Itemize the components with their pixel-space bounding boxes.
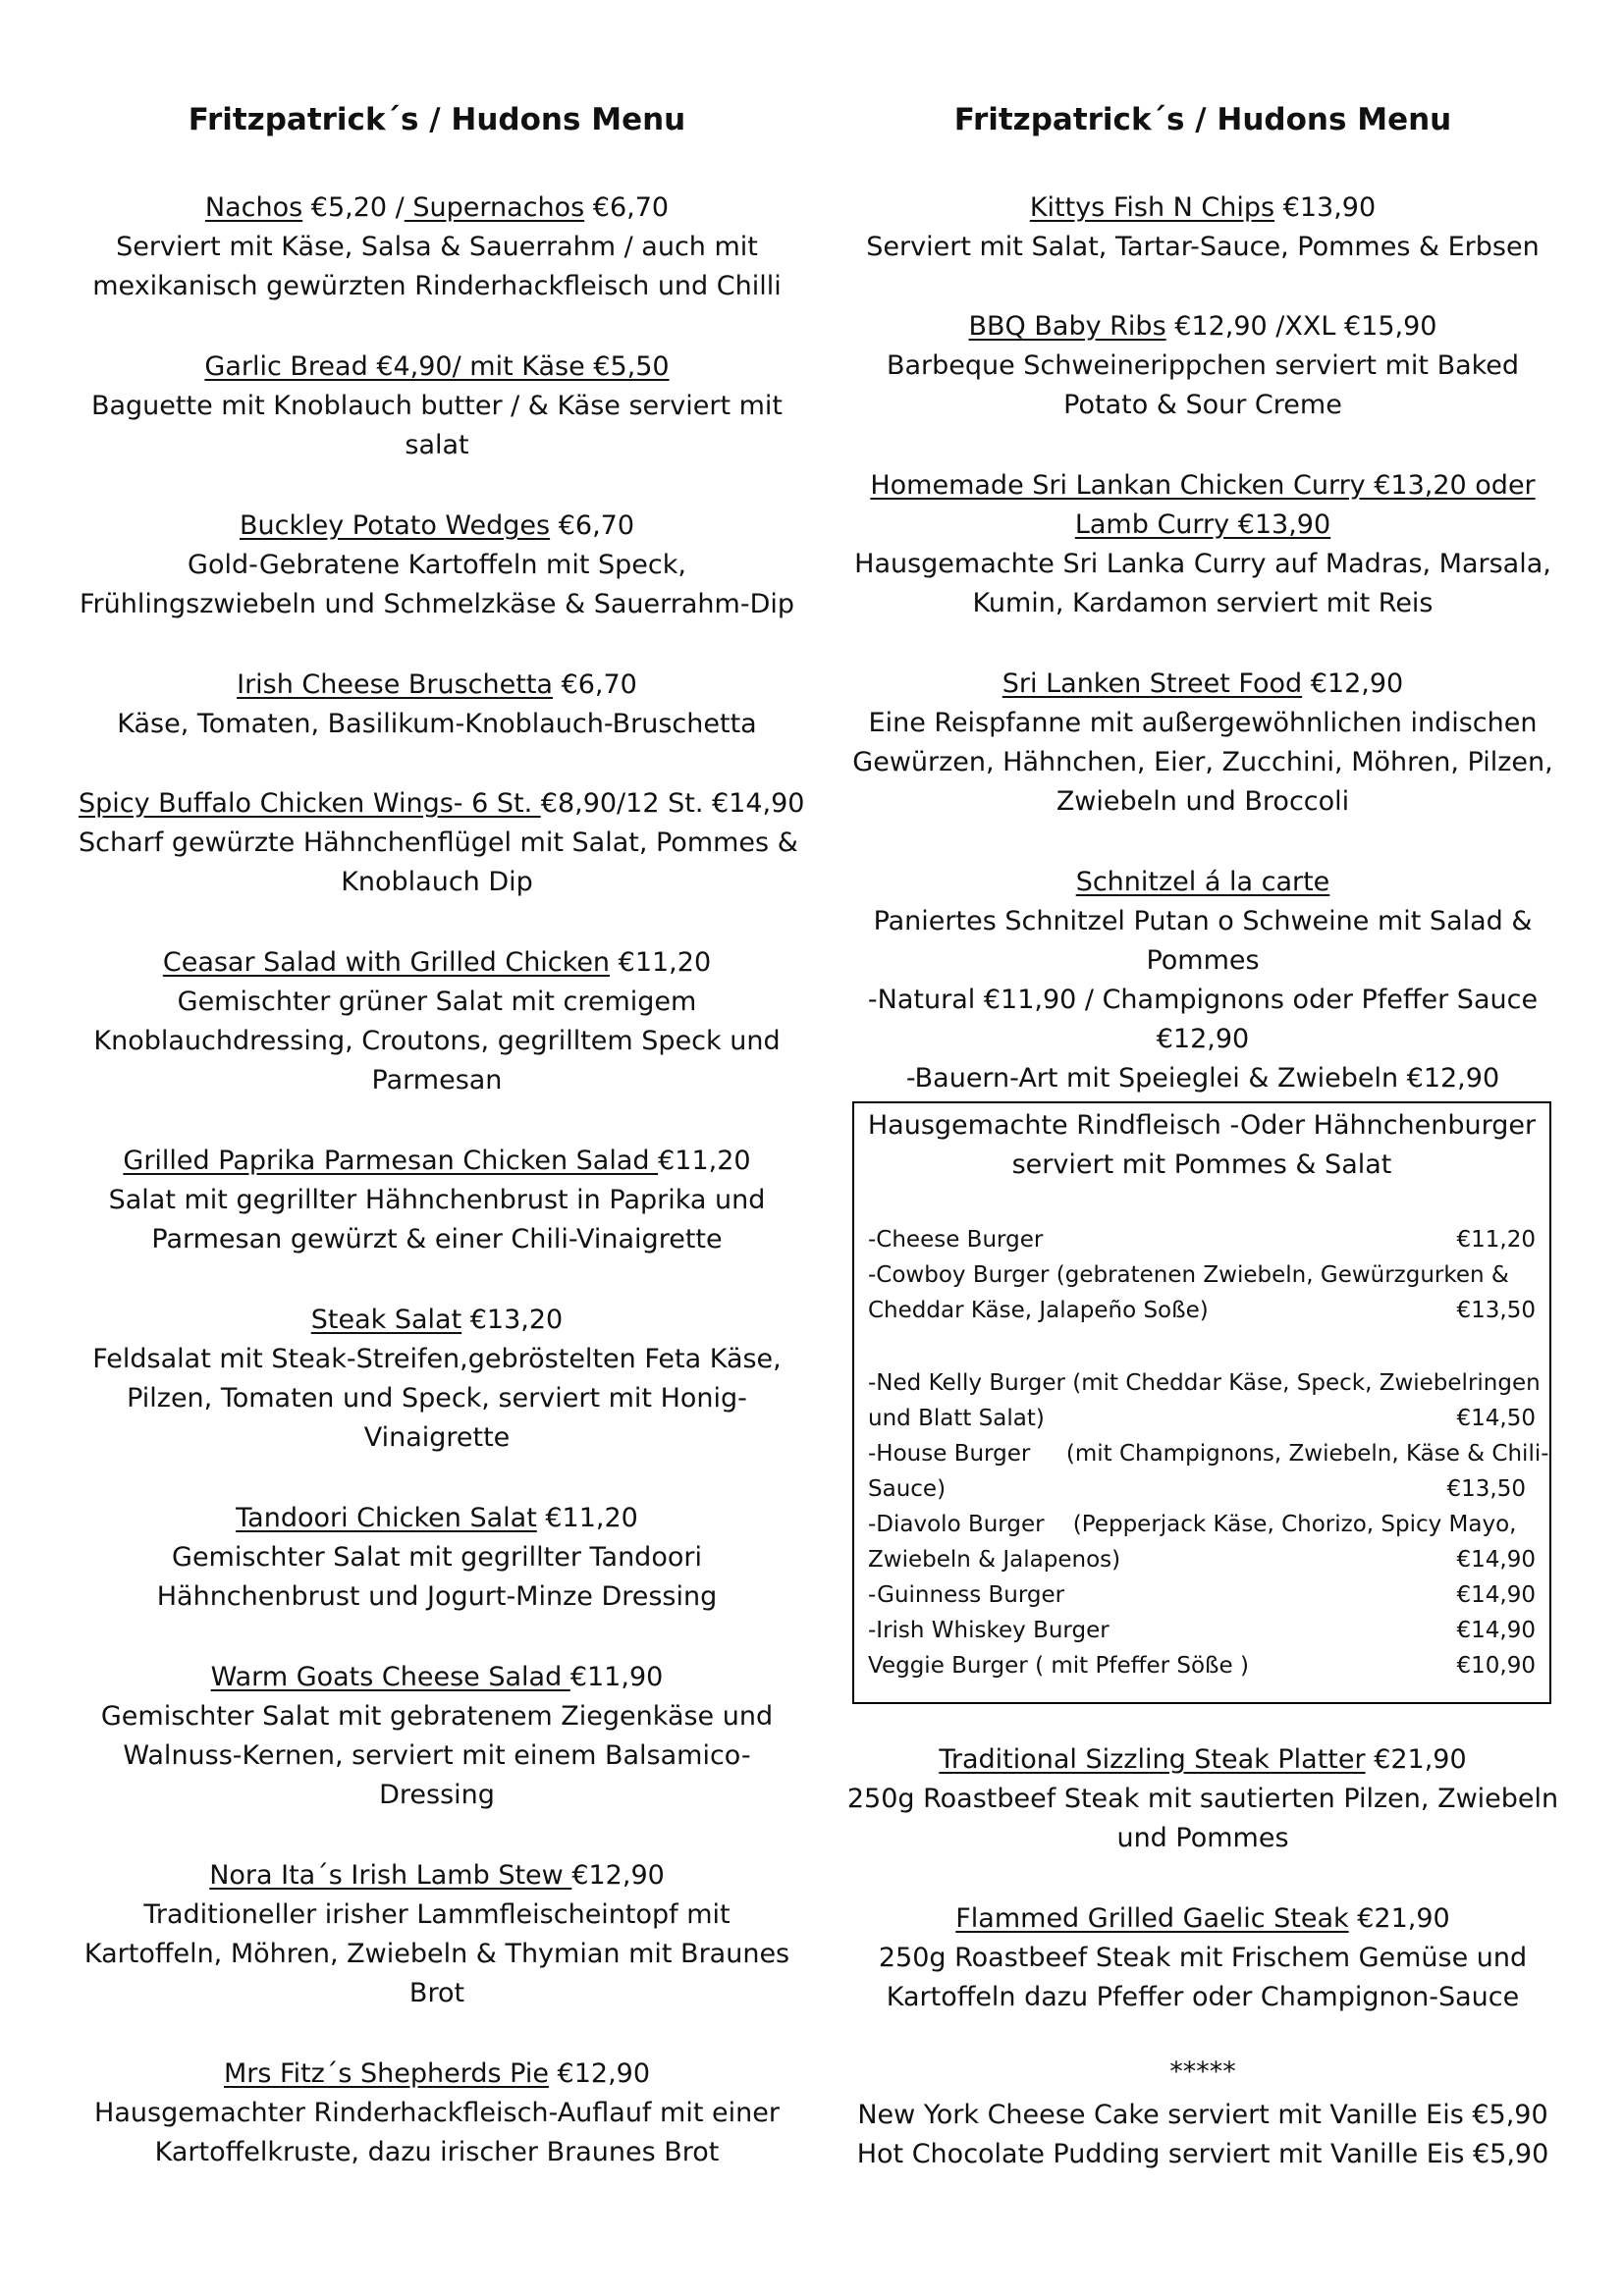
burger-item: Zwiebeln & Jalapenos) €14,90 <box>868 1547 1536 1573</box>
menu-item-name: Steak Salat €13,20 <box>310 1305 564 1335</box>
menu-item-desc: mexikanisch gewürzten Rinderhackfleisch und Chilli <box>92 271 782 301</box>
menu-item-desc: Traditioneller irisher Lammfleischeintopf mit <box>143 1899 731 1930</box>
dessert-item: New York Cheese Cake serviert mit Vanille Eis €5,90 <box>857 2100 1548 2130</box>
burger-section-box <box>852 1101 1551 1704</box>
menu-item-desc: Pommes <box>1146 945 1260 976</box>
menu-item-name: BBQ Baby Ribs €12,90 /XXL €15,90 <box>968 311 1437 342</box>
menu-item-desc: Gewürzen, Hähnchen, Eier, Zucchini, Möhren, Pilzen, <box>852 747 1553 777</box>
menu-item-desc: Kumin, Kardamon serviert mit Reis <box>972 588 1434 618</box>
page-title: Fritzpatrick´s / Hudons Menu <box>953 102 1452 137</box>
menu-item-desc: Vinaigrette <box>363 1422 511 1453</box>
burger-item: Veggie Burger ( mit Pfeffer Söße ) €10,90 <box>868 1653 1536 1679</box>
menu-item-name: Irish Cheese Bruschetta €6,70 <box>237 669 637 700</box>
menu-item-desc: Pilzen, Tomaten und Speck, serviert mit Honig- <box>127 1383 747 1414</box>
burger-item: -Diavolo Burger (Pepperjack Käse, Chorizo, Spicy Mayo, <box>868 1512 1517 1537</box>
menu-item-desc: Hausgemachter Rinderhackfleisch-Auflauf mit einer <box>94 2098 780 2128</box>
menu-item-desc: Parmesan gewürzt & einer Chili-Vinaigrette <box>151 1224 723 1255</box>
burger-item: und Blatt Salat) €14,50 <box>868 1406 1536 1431</box>
burger-item: -Guinness Burger €14,90 <box>868 1582 1536 1608</box>
burger-heading: serviert mit Pommes & Salat <box>1011 1149 1392 1180</box>
menu-item-desc: -Natural €11,90 / Champignons oder Pfeffer Sauce <box>867 985 1539 1015</box>
menu-item-desc: Feldsalat mit Steak-Streifen,gebröstelten Feta Käse, <box>92 1344 782 1374</box>
menu-item-desc: Hähnchenbrust und Jogurt-Minze Dressing <box>156 1581 718 1612</box>
menu-item-desc: Parmesan <box>371 1065 503 1095</box>
menu-item-name: Ceasar Salad with Grilled Chicken €11,20 <box>162 947 712 978</box>
menu-item-desc: €12,90 <box>1156 1024 1250 1054</box>
burger-heading: Hausgemachte Rindfleisch -Oder Hähnchenburger <box>867 1110 1537 1141</box>
menu-item-desc: Walnuss-Kernen, serviert mit einem Balsamico- <box>123 1740 751 1771</box>
menu-item-name: Nora Ita´s Irish Lamb Stew €12,90 <box>209 1860 665 1891</box>
burger-item: Cheddar Käse, Jalapeño Soße) €13,50 <box>868 1298 1536 1323</box>
menu-item-desc: Salat mit gegrillter Hähnchenbrust in Paprika und <box>108 1185 766 1215</box>
menu-item-desc: Dressing <box>379 1780 495 1810</box>
menu-item-desc: Knoblauch Dip <box>341 867 533 897</box>
burger-item: -Irish Whiskey Burger €14,90 <box>868 1618 1536 1643</box>
menu-item-desc: Serviert mit Käse, Salsa & Sauerrahm / auch mit <box>116 232 758 262</box>
menu-item-desc: Frühlingszwiebeln und Schmelzkäse & Sauerrahm-Dip <box>79 589 795 619</box>
menu-item-desc: Scharf gewürzte Hähnchenflügel mit Salat, Pommes & <box>79 828 798 858</box>
burger-item: -House Burger (mit Champignons, Zwiebeln, Käse & Chili- <box>868 1441 1549 1467</box>
menu-item-desc: Kartoffeln, Möhren, Zwiebeln & Thymian mit Braunes <box>83 1939 790 1969</box>
menu-item-desc: Paniertes Schnitzel Putan o Schweine mit Salad & <box>873 906 1533 936</box>
menu-item-desc: Zwiebeln und Broccoli <box>1056 786 1350 817</box>
menu-item-desc: Gemischter Salat mit gebratenem Ziegenkäse und <box>100 1701 774 1732</box>
menu-item-name: Buckley Potato Wedges €6,70 <box>239 510 635 541</box>
menu-item-desc: Brot <box>408 1978 465 2008</box>
menu-item-desc: Gemischter Salat mit gegrillter Tandoori <box>172 1542 702 1573</box>
burger-item: -Cowboy Burger (gebratenen Zwiebeln, Gewürzgurken & <box>868 1262 1509 1288</box>
burger-item: -Cheese Burger €11,20 <box>868 1227 1536 1253</box>
menu-item-name: Homemade Sri Lankan Chicken Curry €13,20 oder <box>870 470 1536 501</box>
menu-item-name: Nachos €5,20 / Supernachos €6,70 <box>204 192 670 223</box>
menu-item-desc: Potato & Sour Creme <box>1063 390 1342 420</box>
menu-item-desc: Kartoffelkruste, dazu irischer Braunes Brot <box>154 2137 720 2167</box>
menu-item-name: Sri Lanken Street Food €12,90 <box>1001 668 1404 699</box>
menu-item-name: Warm Goats Cheese Salad €11,90 <box>210 1662 664 1692</box>
menu-item-name: Flammed Grilled Gaelic Steak €21,90 <box>955 1903 1450 1934</box>
separator-stars: ***** <box>1169 2056 1236 2087</box>
menu-item-name: Mrs Fitz´s Shepherds Pie €12,90 <box>223 2058 651 2089</box>
menu-item-desc: Baguette mit Knoblauch butter / & Käse serviert mit <box>90 391 784 421</box>
menu-item-name: Garlic Bread €4,90/ mit Käse €5,50 <box>204 351 670 382</box>
burger-item: Sauce) €13,50 <box>868 1476 1526 1502</box>
menu-item-name: Kittys Fish N Chips €13,90 <box>1029 192 1377 223</box>
menu-item-desc: Kartoffeln dazu Pfeffer oder Champignon-Sauce <box>886 1982 1520 2012</box>
menu-item-name: Tandoori Chicken Salat €11,20 <box>236 1503 638 1533</box>
page-title: Fritzpatrick´s / Hudons Menu <box>188 102 686 137</box>
menu-item-name: Lamb Curry €13,90 <box>1074 509 1331 540</box>
menu-item-desc: -Bauern-Art mit Speieglei & Zwiebeln €12,90 <box>905 1063 1500 1094</box>
menu-item-desc: Serviert mit Salat, Tartar-Sauce, Pommes & Erbsen <box>866 232 1540 262</box>
menu-item-desc: Barbeque Schweinerippchen serviert mit Baked <box>886 350 1520 381</box>
menu-item-desc: Knoblauchdressing, Croutons, gegrilltem Speck und <box>93 1026 781 1056</box>
menu-item-desc: 250g Roastbeef Steak mit Frischem Gemüse und <box>878 1943 1528 1973</box>
burger-item: -Ned Kelly Burger (mit Cheddar Käse, Speck, Zwiebelringen <box>868 1370 1541 1396</box>
menu-item-desc: Gold-Gebratene Kartoffeln mit Speck, <box>188 550 686 580</box>
menu-item-name: Traditional Sizzling Steak Platter €21,90 <box>939 1744 1467 1775</box>
menu-item-name: Schnitzel á la carte <box>1075 867 1330 897</box>
menu-item-name: Spicy Buffalo Chicken Wings- 6 St. €8,90/12 St. €14,90 <box>79 788 805 819</box>
menu-item-desc: Hausgemachte Sri Lanka Curry auf Madras, Marsala, <box>854 549 1551 579</box>
menu-item-name: Grilled Paprika Parmesan Chicken Salad €11,20 <box>123 1146 751 1176</box>
menu-item-desc: Eine Reispfanne mit außergewöhnlichen indischen <box>868 708 1538 738</box>
menu-item-desc: und Pommes <box>1116 1823 1289 1853</box>
menu-item-desc: Käse, Tomaten, Basilikum-Knoblauch-Bruschetta <box>117 709 757 739</box>
menu-item-desc: 250g Roastbeef Steak mit sautierten Pilzen, Zwiebeln <box>846 1784 1559 1814</box>
menu-item-desc: Gemischter grüner Salat mit cremigem <box>177 987 697 1017</box>
dessert-item: Hot Chocolate Pudding serviert mit Vanille Eis €5,90 <box>856 2139 1549 2169</box>
menu-item-desc: salat <box>405 430 469 460</box>
